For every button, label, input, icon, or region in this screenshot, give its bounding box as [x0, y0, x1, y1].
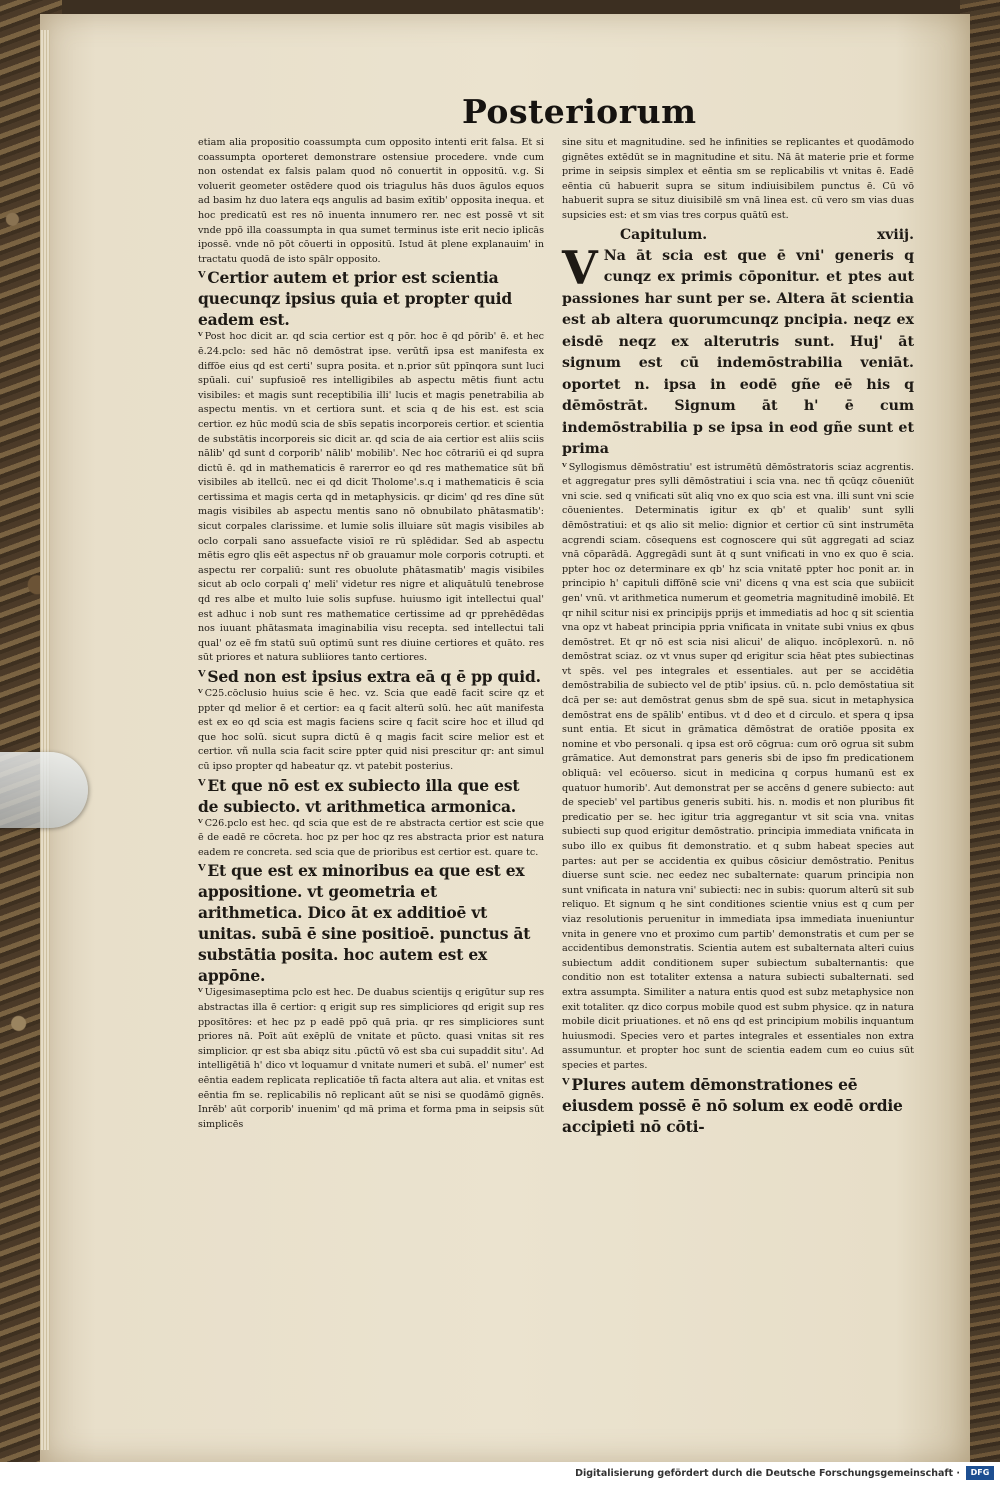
- running-head: Posteriorum: [462, 92, 697, 131]
- page-clip-tab: [0, 752, 88, 828]
- commentary-paragraph: [198, 817, 544, 861]
- chapter-number: xviij.: [876, 226, 914, 243]
- paragraph-mark-icon: ⱽ: [198, 667, 206, 686]
- paragraph-mark-icon: ⱽ: [198, 817, 203, 829]
- opening-text: Na āt scia est que ē vni' generis q cunqz ex primis cōponitur. et ptes aut passiones har sunt per se. Altera āt scientia est ab altera quorumcunqz pncipia. neqz ex eisdē neqz ex alterutris sunt. Huj' āt signum est cū indemōstrabilia veniāt. oportet n. ipsa in eodē gñe eē his q dēmōstrāt. Signum āt h' ē cum indemōstrabilia p se ipsa in eod gñe sunt et prima: [562, 247, 914, 458]
- paragraph-mark-icon: ⱽ: [562, 461, 567, 473]
- paragraph-mark-icon: ⱽ: [198, 268, 206, 288]
- commentary-paragraph: [198, 986, 544, 1132]
- paragraph-text: sine situ et magnitudine. sed he infinities se replicantes et quodāmodo gignētes extēdūt se in magnitudine et situ. Nā āt materie prie et forme prime in seipsis simplex et eēntia sm se replicabilis vt vnitas ē. Eadē eēntia cū habuerit supra se situm indiuisibilem punctus ē. Cū vō habuerit supra se situz diuisibilē sm vnā linea est. cū vero sm vias duas supsicies est: et sm vias tres corpus quātū est.: [562, 137, 914, 221]
- chapter-label: Capitulum.: [620, 226, 708, 243]
- page-stack-edges: [40, 30, 50, 1450]
- dfg-logo: DFG: [966, 1466, 994, 1480]
- drop-capital: V: [562, 240, 598, 295]
- lemma-paragraph: [198, 775, 544, 817]
- paragraph-mark-icon: ⱽ: [198, 775, 206, 795]
- commentary-paragraph: [198, 136, 544, 267]
- paragraph-text: Uigesimaseptima pclo est hec. De duabus scientijs q erigūtur sup res abstractas illa ē certior: q erigit sup res simpliciores qd erigit sup res pposītōres: et hec pz p eadē ppō quā pria. qr res simpliciores sunt priores nā. Poīt aūt exēplū de vnitate et pūcto. quasi vnitas sit res simplicior. qr est sba abiqz situ .pūctū vō est sba cui supaddit situ'. Ad intelligētiā h' dico vt loquamur d vnitate numeri et subā. el' numer' est eēntia eadem replicata replicatiōe tñ facta altera aut alia. et vnitas est eēntia fm se. replicabilis nō replicant aūt se nisi se quodāmō gignēs. Inrēb' aūt corporib' inuenim' qd mā prima et forma pma in seipsis sūt simplicēs: [198, 987, 544, 1130]
- lemma-paragraph: [198, 860, 544, 986]
- commentary-paragraph: [562, 461, 914, 1074]
- paragraph-mark-icon: ⱽ: [198, 987, 203, 999]
- left-text-column: [198, 136, 544, 1246]
- commentary-paragraph: [198, 687, 544, 775]
- paragraph-text: C26.pclo est hec. qd scia que est de re abstracta certior est scie que ē de eadē re cōcreta. hoc pz per hoc qz res abstracta prior est natura eadem re concreta. sed scia que de prioribus est certior est. quare tc.: [198, 817, 544, 858]
- paragraph-text: etiam alia propositio coassumpta cum opposito intenti erit falsa. Et si coassumpta oporteret demonstrare ostensiue procedere. vnde cum non ostendat ex falsis palam quod nō conuertit in oppositū. v.g. Si voluerit geometer ostēdere quod ois triagulus hās duos āgulos equos ad basim hz duo latera eqs angulis ad basim exītib' opposita inequa. et hoc predicatū est res nō inuenta innumero rer. nec est possē vt sit vnde ppō illa coassumpta in qua sumet terminus iste erit necio iplicās ipossē. vnde nō pōt cōuerti in oppositū. Istud āt plene explanauim' in tractatu quodā de isto spālr opposito.: [198, 137, 544, 265]
- lemma-paragraph: [198, 267, 544, 330]
- paragraph-text: Certior autem et prior est scientia quecunqz ipsius quia et propter quid eadem est.: [198, 268, 512, 330]
- paragraph-text: Et que est ex minoribus ea que est ex appositione. vt geometria et arithmetica. Dico āt ex additioē vt unitas. subā ē sine positioē. punctus āt substātia posita. hoc autem est ex appōne.: [198, 861, 531, 986]
- commentary-paragraph: [562, 136, 914, 224]
- paragraph-text: Post hoc dicit ar. qd scia certior est q pōr. hoc ē qd pōrib' ē. et hec ē.24.pclo: sed hāc nō demōstrat ipse. verūtñ ipsa est manifesta ex diffōe eius qd est certi' supra posita. et n.prior sūt ppīnqora sunt luci spūali. cui' supfusioē res intelligibiles ab aspectu mētis fiunt actu visibiles: et magis sunt receptibilia illi' lucis et magis penetrabilia ab aspectu mentis. vn et certiora sunt. et scia q de his est. est scia certior. ez hūc modū scia de sbīs sepatis incorporeis certior. et scientia de substātis incorporeis sic dicit ar. qd scia de aia certior est aliis sciis nālib' qd sunt d corporib' nālib' mobilib'. Nec hoc cōtrariū ei qd supra dictū ē. qd in mathematicis ē rarerror eo qd res mathematice sūt bñ visibiles ab itellcū. nec ei qd dicit Tholome'.s.q i mathematicis ē scia certissima et magis certa qd in metaphysicis. qr dicim' qd res dīne sūt magis visibiles ab aspectu mentis sano nō obnubilato phātasmatib': sicut corpales clarissime. et lumie solis illuiare sūt magis visibiles ab oclo corpali sano assuefacte visioī re rū splēdidar. Sed ab aspectu mētis egro qlis eēt aspectus nr̄ ob grauamur mole corporis cotrupti. et aspectu rer corpaliū: sunt res obuolute phātasmatib' magis visibiles sicut ab oclo corpali q' meli' videtur res nigre et aliquātulū tenebrose qd res albe et multo luie solis supfuse. huiusmo igit intellectui qual' est adhuc i nob sunt res mathematice certissime ad qr pprehēdēdas nos iuuant phātasmata imaginabilia visu recepta. sed intellectui tali qual' oz eē fm statū suū optimū sunt res diuine certiores et quāto. res sūt priores et natura subliiores tanto certiores.: [198, 331, 544, 664]
- digitization-credit: Digitalisierung gefördert durch die Deutsche Forschungsgemeinschaft ·: [575, 1468, 960, 1479]
- lemma-paragraph: [562, 1074, 914, 1137]
- chapter-heading: [562, 224, 914, 246]
- paragraph-text: Et que nō est ex subiecto illa que est de subiecto. vt arithmetica armonica.: [198, 775, 520, 816]
- paragraph-text: Sed non est ipsius extra eā q ē pp quid.: [207, 667, 541, 686]
- paragraph-mark-icon: ⱽ: [198, 861, 206, 881]
- paragraph-text: Syllogismus dēmōstratiu' est istrumētū dēmōstratoris sciaz acgrentis. et aggregatur pres sylli dēmōstratiui i scia vna. nec tñ qcūqz cōueniūt vni scie. sed q vnificati sūt aliq vno ex quo scia est vna. illi sunt vni scie cōuenientes. Determinatis igitur ex qb' et qualib' sunt sylli dēmōstratiui: et qs alio sit melio: dignior et certior cū sint instrumēta acgrendi sciam. cōsequens est cognoscere qui sūt aggregati ad sciaz vnā cōparādā. Aggregādi sunt āt q sunt vnificati in vno ex quo ē scia. ppter hoc oz determinare ex qb' hz scia vnitatē ppter hoc ponit ar. in principio h' capituli diffōnē scie vni' dicens q vna est scia que subiicit gen' vnū. vt arithmetica numerum et geometria magnitudinē imobilē. Et qr nihil scitur nisi ex principijs pprijs et immediatis ad hoc q sit scientia vna opz vt habeat principia ppria vnificata in vnitate subi vnius ex qbus demōstret. Et qr nō est scia nisi alicui' de aliquo. incōplexorū. n. nō demōstrat sciaz. oz vt vnus super qd erigitur scia hēat ptes subiectinas vt spēs. vel pes integrales et essentiales. aut per se accidētia demōstrabilia de subiecto vel de ptib' ipsius. cū. n. pclo demōstatiua sit dcā per se: aut demōstrat genus sbm de spē sua. sicut in metaphysica demōstrat ens de spālib' entibus. vt d deo et d circulo. et spera q ipsa sunt entia. Et sicut in grāmatica dēmōstrat de oratiōe pposita ex nomine et vbo personali. q ipsa est orō cōgrua: cum orō ogrua sit subm grāmatice. Aut demonstrat pars generis sbi de ipso fm predicationem obliquā: vel ecōuerso. sicut in medicina q corpus humanū est ex quatuor humorib'. Aut demonstrat per se accēns d genere subiecto: aut de specieb' vel partibus generis subiti. his. n. modis et non pluribus fit predicatio per se. hec igitur tria aggregantur vt sit scia vna. vnitas subiecti sup quod erigitur demōstratio. principia immediata vnificata in subo illo ex quibus fit demonstratio. et q subm habeat species aut partes: aut per se accidentia ex quibus cōsiciur demōstratio. Penitus diuerse sunt scie. nec eedez nec subalternate: quarum principia non sunt vnificata in natura vni' subiecti: nec in subis: quorum alterū sit sub reliquo. Et signum q he sint conditiones scientie vnius est q cum per viaz resolutionis peruenitur in immediata ipsa immediata inueniuntur vnita in genere vno et proximo cum partib' demonstratis et cum per se accidentibus demonstratis. Scientia autem est subalternata alteri cuius subiectum addit conditionem super subiectum subalternantis: que conditio non est totaliter extensa a natura subiecti subalternati. sed extra assumpta. Similiter a natura entis quod est subz metaphysice non exit totaliter. qz dico corpus mobile quod est subm physice. qz in natura mobile dicit priuationes. et nō ens qd est principium mobilis inquantum huiusmodi. Species vero et partes integrales et essentiales non extra assumuntur. et propter hoc sunt de scientia eadem cum eo cuius sūt species et partes.: [562, 461, 914, 1071]
- paragraph-mark-icon: ⱽ: [562, 1074, 570, 1094]
- commentary-paragraph: [198, 330, 544, 666]
- right-text-column: [562, 136, 914, 1222]
- paragraph-text: C25.cōclusio huius scie ē hec. vz. Scia que eadē facit scire qz et ppter qd melior ē et certior: ea q facit alterū solū. hec aūt manifesta est ex eo qd scia est magis faciens scire q facit scire hoc et illud qd que hoc solū. sicut supra dictū ē q magis facit scire melior est et certior. vñ nulla scia facit scire ppter quid nisi prescitur qr: ant simul cū ipso propter qd habeatur qz. vt patebit posterius.: [198, 688, 544, 772]
- lemma-paragraph: [198, 666, 544, 687]
- paragraph-mark-icon: ⱽ: [198, 331, 203, 343]
- chapter-opening-paragraph: [562, 240, 914, 461]
- paragraph-text: Plures autem dēmonstrationes eē eiusdem possē ē nō solum ex eodē ordie accipieti nō cōti-: [562, 1074, 903, 1136]
- paragraph-mark-icon: ⱽ: [198, 688, 203, 699]
